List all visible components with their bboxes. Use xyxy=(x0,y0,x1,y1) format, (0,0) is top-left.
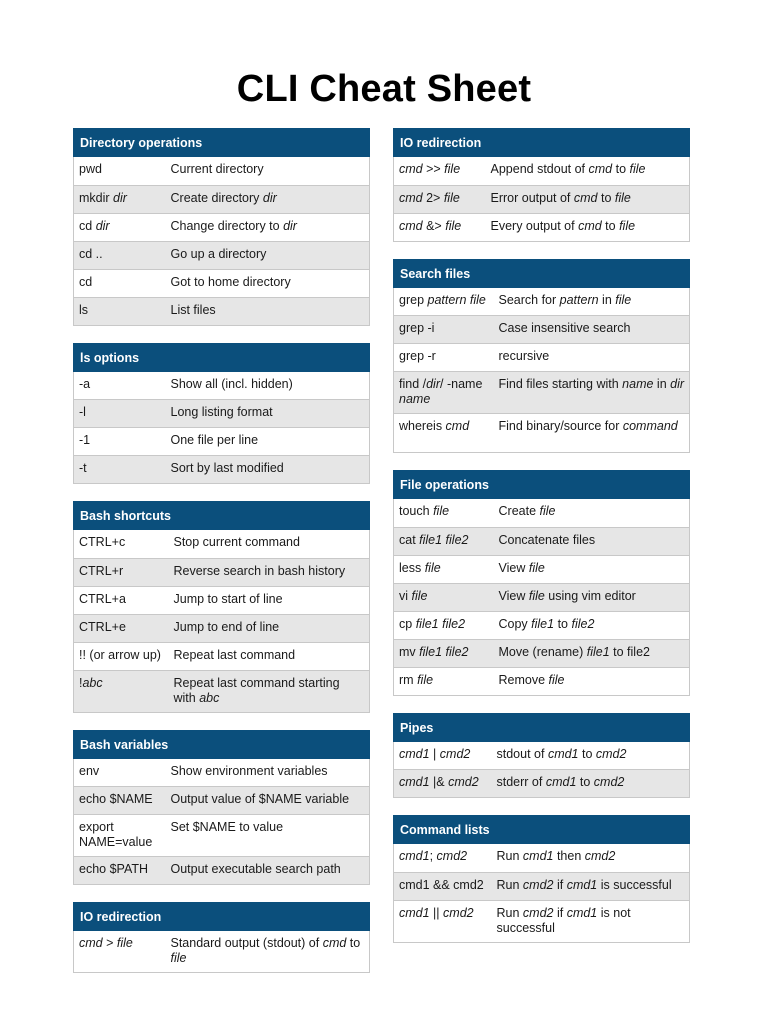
left-column xyxy=(73,128,370,990)
description-cell: Go up a directory xyxy=(167,241,370,269)
description-cell: Set $NAME to value xyxy=(167,815,370,857)
description-cell: Search for pattern in file xyxy=(495,288,690,316)
command-cell: -l xyxy=(74,400,167,428)
command-cell: -1 xyxy=(74,428,167,456)
description-cell: View file using vim editor xyxy=(495,583,690,611)
description-cell: Stop current command xyxy=(170,530,370,558)
table-row xyxy=(74,931,370,973)
command-cell: cd .. xyxy=(74,241,167,269)
section-heading: Bash shortcuts xyxy=(73,501,370,530)
section-io-redirection xyxy=(393,128,690,242)
description-cell: Sort by last modified xyxy=(167,456,370,484)
table-row xyxy=(394,872,690,900)
command-table xyxy=(393,157,690,242)
description-cell: Run cmd1 then cmd2 xyxy=(493,844,690,872)
description-cell: View file xyxy=(495,555,690,583)
table-row xyxy=(74,530,370,558)
section-pipes xyxy=(393,713,690,799)
command-cell: cmd > file xyxy=(74,931,167,973)
section-bash-shortcuts xyxy=(73,501,370,713)
command-cell: ls xyxy=(74,297,167,325)
table-row xyxy=(394,900,690,942)
command-cell: !abc xyxy=(74,670,170,712)
command-cell: mv file1 file2 xyxy=(394,639,495,667)
table-row xyxy=(74,857,370,885)
command-cell: cd xyxy=(74,269,167,297)
command-cell: cmd &> file xyxy=(394,213,487,241)
description-cell: Run cmd2 if cmd1 is not successful xyxy=(493,900,690,942)
description-cell: Find files starting with name in dir xyxy=(495,372,690,414)
table-row xyxy=(394,344,690,372)
table-row xyxy=(74,787,370,815)
command-cell: mkdir dir xyxy=(74,185,167,213)
table-row xyxy=(74,558,370,586)
command-cell: cmd1 |& cmd2 xyxy=(394,770,493,798)
command-table xyxy=(393,844,690,943)
page-title: CLI Cheat Sheet xyxy=(236,68,532,110)
command-cell: echo $NAME xyxy=(74,787,167,815)
description-cell: Repeat last command xyxy=(170,642,370,670)
table-row xyxy=(74,759,370,787)
command-cell: cmd 2> file xyxy=(394,185,487,213)
table-row xyxy=(394,527,690,555)
table-row xyxy=(394,583,690,611)
command-cell: grep pattern file xyxy=(394,288,495,316)
section-heading: File operations xyxy=(393,470,690,499)
description-cell: Show environment variables xyxy=(167,759,370,787)
section-heading: Command lists xyxy=(393,815,690,844)
table-row xyxy=(394,844,690,872)
section-file-operations xyxy=(393,470,690,696)
command-cell: cat file1 file2 xyxy=(394,527,495,555)
table-row xyxy=(394,157,690,185)
description-cell: Error output of cmd to file xyxy=(487,185,690,213)
section-heading: ls options xyxy=(73,343,370,372)
section-heading: Pipes xyxy=(393,713,690,742)
description-cell: Concatenate files xyxy=(495,527,690,555)
description-cell: stdout of cmd1 to cmd2 xyxy=(493,742,690,770)
command-cell: !! (or arrow up) xyxy=(74,642,170,670)
description-cell: Standard output (stdout) of cmd to file xyxy=(167,931,370,973)
table-row xyxy=(394,611,690,639)
description-cell: Got to home directory xyxy=(167,269,370,297)
command-cell: cmd1 || cmd2 xyxy=(394,900,493,942)
table-row xyxy=(74,400,370,428)
section-heading: IO redirection xyxy=(73,902,370,931)
command-cell: -t xyxy=(74,456,167,484)
command-cell: grep -i xyxy=(394,316,495,344)
table-row xyxy=(74,241,370,269)
table-row xyxy=(394,639,690,667)
command-cell: cmd1; cmd2 xyxy=(394,844,493,872)
command-cell: find /dir/ -name name xyxy=(394,372,495,414)
section-io-redirection xyxy=(73,902,370,973)
table-row xyxy=(74,269,370,297)
command-cell: grep -r xyxy=(394,344,495,372)
description-cell: Move (rename) file1 to file2 xyxy=(495,639,690,667)
table-row xyxy=(74,614,370,642)
table-row xyxy=(74,428,370,456)
table-row xyxy=(394,770,690,798)
command-cell: echo $PATH xyxy=(74,857,167,885)
command-table xyxy=(73,759,370,886)
table-row xyxy=(394,499,690,527)
command-cell: vi file xyxy=(394,583,495,611)
table-row xyxy=(74,185,370,213)
command-table xyxy=(73,530,370,713)
table-row xyxy=(74,157,370,185)
description-cell: List files xyxy=(167,297,370,325)
description-cell: Create file xyxy=(495,499,690,527)
table-row xyxy=(394,742,690,770)
command-table xyxy=(393,499,690,696)
table-row xyxy=(394,288,690,316)
table-row xyxy=(74,670,370,712)
description-cell: Append stdout of cmd to file xyxy=(487,157,690,185)
description-cell: recursive xyxy=(495,344,690,372)
command-cell: less file xyxy=(394,555,495,583)
description-cell: Output value of $NAME variable xyxy=(167,787,370,815)
command-cell: env xyxy=(74,759,167,787)
command-table xyxy=(73,372,370,485)
description-cell: Create directory dir xyxy=(167,185,370,213)
table-row xyxy=(394,414,690,453)
section-heading: IO redirection xyxy=(393,128,690,157)
description-cell: Long listing format xyxy=(167,400,370,428)
section-bash-variables xyxy=(73,730,370,886)
description-cell: stderr of cmd1 to cmd2 xyxy=(493,770,690,798)
description-cell: Find binary/source for command xyxy=(495,414,690,453)
command-cell: cmd >> file xyxy=(394,157,487,185)
table-row xyxy=(74,456,370,484)
description-cell: Jump to start of line xyxy=(170,586,370,614)
command-cell: CTRL+a xyxy=(74,586,170,614)
description-cell: Show all (incl. hidden) xyxy=(167,372,370,400)
command-cell: cp file1 file2 xyxy=(394,611,495,639)
table-row xyxy=(74,815,370,857)
command-table xyxy=(73,931,370,973)
table-row xyxy=(74,586,370,614)
table-row xyxy=(394,185,690,213)
command-cell: CTRL+r xyxy=(74,558,170,586)
command-cell: touch file xyxy=(394,499,495,527)
right-column xyxy=(393,128,690,960)
description-cell: Output executable search path xyxy=(167,857,370,885)
description-cell: Repeat last command starting with abc xyxy=(170,670,370,712)
command-cell: cmd1 && cmd2 xyxy=(394,872,493,900)
description-cell: One file per line xyxy=(167,428,370,456)
description-cell: Reverse search in bash history xyxy=(170,558,370,586)
command-table xyxy=(393,288,690,454)
table-row xyxy=(394,316,690,344)
command-cell: CTRL+c xyxy=(74,530,170,558)
command-cell: cmd1 | cmd2 xyxy=(394,742,493,770)
command-cell: rm file xyxy=(394,667,495,695)
section-ls-options xyxy=(73,343,370,485)
description-cell: Remove file xyxy=(495,667,690,695)
description-cell: Current directory xyxy=(167,157,370,185)
table-row xyxy=(394,667,690,695)
description-cell: Every output of cmd to file xyxy=(487,213,690,241)
description-cell: Jump to end of line xyxy=(170,614,370,642)
section-directory-operations xyxy=(73,128,370,326)
section-search-files xyxy=(393,259,690,454)
table-row xyxy=(74,642,370,670)
table-row xyxy=(74,213,370,241)
command-cell: cd dir xyxy=(74,213,167,241)
table-row xyxy=(74,372,370,400)
command-cell: export NAME=value xyxy=(74,815,167,857)
table-row xyxy=(394,213,690,241)
command-cell: -a xyxy=(74,372,167,400)
section-command-lists xyxy=(393,815,690,943)
table-row xyxy=(394,372,690,414)
section-heading: Search files xyxy=(393,259,690,288)
section-heading: Directory operations xyxy=(73,128,370,157)
description-cell: Change directory to dir xyxy=(167,213,370,241)
command-cell: pwd xyxy=(74,157,167,185)
command-cell: whereis cmd xyxy=(394,414,495,453)
table-row xyxy=(394,555,690,583)
command-table xyxy=(73,157,370,326)
description-cell: Run cmd2 if cmd1 is successful xyxy=(493,872,690,900)
command-table xyxy=(393,742,690,799)
section-heading: Bash variables xyxy=(73,730,370,759)
table-row xyxy=(74,297,370,325)
description-cell: Case insensitive search xyxy=(495,316,690,344)
command-cell: CTRL+e xyxy=(74,614,170,642)
description-cell: Copy file1 to file2 xyxy=(495,611,690,639)
